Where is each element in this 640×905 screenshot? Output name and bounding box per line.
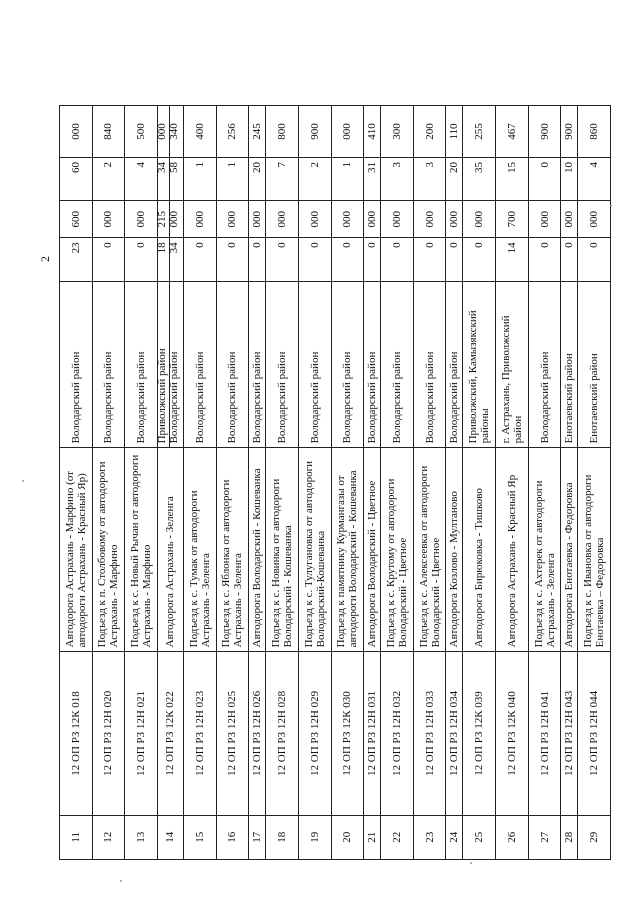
road-name-cell: Подъезд к с. Тумак от автодороги Астрахань - Зеленга (184, 448, 217, 652)
scan-speck (610, 205, 612, 207)
start-km-cell: 0 (381, 238, 414, 281)
table-row (496, 106, 529, 860)
table-row (561, 106, 578, 860)
start-km-cell: 0 (92, 238, 125, 281)
district-cell: Володарский район (446, 281, 463, 448)
start-km-cell: 0 (446, 238, 463, 281)
end-km-cell: 35 (463, 157, 496, 200)
road-name-cell: Подъезд к с. Тулугановка от автодороги Володарский-Кошеванка (298, 448, 331, 652)
end-m-cell: 000 (60, 106, 93, 158)
district-cell (157, 281, 183, 448)
road-name-cell: Автодорога Володарский - Кошеванка (249, 448, 266, 652)
end-km-cell: 15 (496, 157, 529, 200)
end-km-cell: 7 (266, 157, 299, 200)
start-m-cell: 000 (298, 201, 331, 238)
district-cell: Володарский район (298, 281, 331, 448)
table-row (298, 106, 331, 860)
start-km-cell: 0 (298, 238, 331, 281)
table-row (364, 106, 381, 860)
table-row (578, 106, 611, 860)
start-km-cell: 0 (413, 238, 446, 281)
end-m-cell: 256 (216, 106, 249, 158)
start-km-cell: 0 (331, 238, 364, 281)
table-row (249, 106, 266, 860)
start-km-part-2: 34 (168, 242, 181, 254)
table-row (157, 106, 183, 860)
row-number-cell: 29 (578, 815, 611, 859)
road-code-cell: 12 ОП РЗ 12Н 028 (266, 652, 299, 815)
start-km-cell: 23 (60, 238, 93, 281)
start-km-cell: 0 (184, 238, 217, 281)
district-cell: Володарский район (92, 281, 125, 448)
table-row (331, 106, 364, 860)
road-name-cell: Автодорога Бирюковка - Тишково (463, 448, 496, 652)
start-m-cell: 000 (446, 201, 463, 238)
start-km-cell: 0 (364, 238, 381, 281)
table-row (184, 106, 217, 860)
road-code-cell: 12 ОП РЗ 12К 030 (331, 652, 364, 815)
end-km-cell: 0 (528, 157, 561, 200)
end-m-cell: 860 (578, 106, 611, 158)
scan-speck (22, 480, 24, 482)
start-m-cell: 000 (331, 201, 364, 238)
end-m-part-2: 340 (168, 123, 181, 140)
district-cell: Володарский район (184, 281, 217, 448)
district-cell: Володарский район (381, 281, 414, 448)
start-km-part-1: 18 (158, 238, 171, 280)
end-km-part-1: 34 (158, 158, 171, 200)
end-m-part-1: 000 (158, 106, 171, 157)
table-row (413, 106, 446, 860)
start-km-cell: 0 (578, 238, 611, 281)
end-km-cell: 1 (216, 157, 249, 200)
end-km-cell: 20 (446, 157, 463, 200)
district-cell: Володарский район (364, 281, 381, 448)
row-number-cell: 22 (381, 815, 414, 859)
start-m-cell: 000 (561, 201, 578, 238)
start-m-cell: 000 (381, 201, 414, 238)
district-cell: Володарский район (331, 281, 364, 448)
road-code-cell: 12 ОП РЗ 12Н 020 (92, 652, 125, 815)
row-number-cell: 28 (561, 815, 578, 859)
row-number-cell: 15 (184, 815, 217, 859)
end-m-cell: 000 (331, 106, 364, 158)
road-name-cell: Подъезд к памятнику Курмангазы от автодороги Володарский - Кошеванка (331, 448, 364, 652)
row-number-cell: 16 (216, 815, 249, 859)
end-m-cell: 900 (561, 106, 578, 158)
start-km-cell: 14 (496, 238, 529, 281)
end-m-cell: 900 (298, 106, 331, 158)
end-km-cell: 20 (249, 157, 266, 200)
start-km-cell: 0 (125, 238, 158, 281)
start-km-cell: 0 (561, 238, 578, 281)
road-name-cell: Подъезд к с. Ахтерек от автодороги Астрахань - Зеленга (528, 448, 561, 652)
start-m-cell: 700 (496, 201, 529, 238)
row-number-cell: 26 (496, 815, 529, 859)
start-m-part-1: 215 (158, 201, 171, 237)
table-row (266, 106, 299, 860)
road-name-cell: Подъезд к с. Новинка от автодороги Володарский - Кошеванка (266, 448, 299, 652)
end-km-cell: 2 (92, 157, 125, 200)
start-m-cell: 000 (125, 201, 158, 238)
road-name-cell: Автодорога Астрахань - Красный Яр (496, 448, 529, 652)
road-name-cell: Подъезд к с. Ивановка от автодороги Енотаевка – Федоровка (578, 448, 611, 652)
end-km-cell: 3 (381, 157, 414, 200)
row-number-cell: 18 (266, 815, 299, 859)
road-code-cell: 12 ОП РЗ 12Н 034 (446, 652, 463, 815)
start-m-cell: 000 (528, 201, 561, 238)
row-number-cell: 13 (125, 815, 158, 859)
table-row (446, 106, 463, 860)
road-code-cell: 12 ОП РЗ 12Н 025 (216, 652, 249, 815)
table-body (60, 106, 611, 860)
start-km-cell: 0 (216, 238, 249, 281)
road-code-cell: 12 ОП РЗ 12Н 033 (413, 652, 446, 815)
start-km-cell: 0 (249, 238, 266, 281)
end-km-part-2: 58 (168, 161, 181, 173)
end-m-cell: 840 (92, 106, 125, 158)
district-cell: Володарский район (216, 281, 249, 448)
start-m-cell: 000 (184, 201, 217, 238)
start-m-cell: 000 (413, 201, 446, 238)
table-row (216, 106, 249, 860)
end-km-cell (157, 157, 183, 200)
end-m-cell: 800 (266, 106, 299, 158)
end-m-cell: 300 (381, 106, 414, 158)
road-name-cell: Автодорога Енотаевка - Федоровка (561, 448, 578, 652)
district-cell: г. Астрахань, Приволжский район (496, 281, 529, 448)
road-code-cell: 12 ОП РЗ 12Н 032 (381, 652, 414, 815)
end-m-cell: 200 (413, 106, 446, 158)
start-m-cell: 600 (60, 201, 93, 238)
start-m-cell: 000 (266, 201, 299, 238)
road-code-cell: 12 ОП РЗ 12К 018 (60, 652, 93, 815)
scan-speck (470, 862, 472, 864)
road-code-cell: 12 ОП РЗ 12Н 023 (184, 652, 217, 815)
end-km-cell: 1 (184, 157, 217, 200)
start-m-cell: 000 (463, 201, 496, 238)
row-number-cell: 20 (331, 815, 364, 859)
road-code-cell: 12 ОП РЗ 12Н 029 (298, 652, 331, 815)
district-part-1: Приволжский район (158, 282, 171, 448)
road-code-cell: 12 ОП РЗ 12Н 043 (561, 652, 578, 815)
district-part-2: Володарский район (168, 351, 181, 444)
row-number-cell: 27 (528, 815, 561, 859)
end-km-cell: 4 (578, 157, 611, 200)
road-code-cell: 12 ОП РЗ 12К 039 (463, 652, 496, 815)
rotated-table-wrapper (59, 105, 611, 860)
road-code-cell: 12 ОП РЗ 12К 022 (157, 652, 183, 815)
district-cell: Володарский район (528, 281, 561, 448)
road-code-cell: 12 ОП РЗ 12Н 021 (125, 652, 158, 815)
row-number-cell: 14 (157, 815, 183, 859)
table-row (92, 106, 125, 860)
road-code-cell: 12 ОП РЗ 12Н 041 (528, 652, 561, 815)
end-m-cell: 900 (528, 106, 561, 158)
end-km-cell: 60 (60, 157, 93, 200)
road-name-cell: Подъезд к п. Столбовому от автодороги Астрахань - Марфино (92, 448, 125, 652)
start-m-cell: 000 (578, 201, 611, 238)
row-number-cell: 21 (364, 815, 381, 859)
district-cell: Володарский район (125, 281, 158, 448)
road-code-cell: 12 ОП РЗ 12Н 026 (249, 652, 266, 815)
end-m-cell: 110 (446, 106, 463, 158)
end-m-cell: 500 (125, 106, 158, 158)
start-m-cell: 000 (92, 201, 125, 238)
row-number-cell: 19 (298, 815, 331, 859)
district-cell: Володарский район (249, 281, 266, 448)
end-km-cell: 1 (331, 157, 364, 200)
end-m-cell: 255 (463, 106, 496, 158)
end-m-cell: 467 (496, 106, 529, 158)
end-m-cell: 410 (364, 106, 381, 158)
start-m-cell (157, 201, 183, 238)
district-cell: Володарский район (266, 281, 299, 448)
start-km-cell (157, 238, 183, 281)
start-km-cell: 0 (528, 238, 561, 281)
end-km-cell: 3 (413, 157, 446, 200)
row-number-cell: 12 (92, 815, 125, 859)
start-m-part-2: 000 (168, 211, 181, 228)
table-row (463, 106, 496, 860)
road-name-cell: Автодорога Володарский - Цветное (364, 448, 381, 652)
end-m-cell: 245 (249, 106, 266, 158)
road-code-cell: 12 ОП РЗ 12Н 031 (364, 652, 381, 815)
road-code-cell: 12 ОП РЗ 12К 040 (496, 652, 529, 815)
row-number-cell: 24 (446, 815, 463, 859)
table-row (381, 106, 414, 860)
start-km-cell: 0 (266, 238, 299, 281)
start-km-cell: 0 (463, 238, 496, 281)
district-cell: Володарский район (60, 281, 93, 448)
table-row (528, 106, 561, 860)
table-row (125, 106, 158, 860)
row-number-cell: 17 (249, 815, 266, 859)
end-m-cell (157, 106, 183, 158)
end-km-cell: 4 (125, 157, 158, 200)
district-cell: Енотаевский район (578, 281, 611, 448)
end-km-cell: 31 (364, 157, 381, 200)
start-m-cell: 000 (249, 201, 266, 238)
road-name-cell: Подъезд к с. Крутому от автодороги Володарский - Цветное (381, 448, 414, 652)
start-m-cell: 000 (216, 201, 249, 238)
start-m-cell: 000 (364, 201, 381, 238)
road-name-cell: Подъезд к с. Яблонка от автодороги Астрахань - Зеленга (216, 448, 249, 652)
end-m-cell: 400 (184, 106, 217, 158)
district-cell: Приволжский, Камызякский районы (463, 281, 496, 448)
road-name-cell: Автодорога Козлово - Мултаново (446, 448, 463, 652)
end-km-cell: 10 (561, 157, 578, 200)
roads-table (59, 105, 611, 860)
road-code-cell: 12 ОП РЗ 12Н 044 (578, 652, 611, 815)
road-name-cell: Подъезд к с. Алексеевка от автодороги Володарский - Цветное (413, 448, 446, 652)
district-cell: Енотаевский район (561, 281, 578, 448)
district-cell: Володарский район (413, 281, 446, 448)
page-number: 2 (38, 256, 52, 262)
road-name-cell: Подъезд к с. Новый Рычан от автодороги Астрахань - Марфино (125, 448, 158, 652)
row-number-cell: 25 (463, 815, 496, 859)
road-name-cell: Автодорога Астрахань - Зеленга (157, 448, 183, 652)
road-name-cell: Автодорога Астрахань - Марфино (от автодороги Астрахань - Красный Яр) (60, 448, 93, 652)
end-km-cell: 2 (298, 157, 331, 200)
row-number-cell: 11 (60, 815, 93, 859)
row-number-cell: 23 (413, 815, 446, 859)
scan-speck (120, 880, 122, 882)
table-row (60, 106, 93, 860)
